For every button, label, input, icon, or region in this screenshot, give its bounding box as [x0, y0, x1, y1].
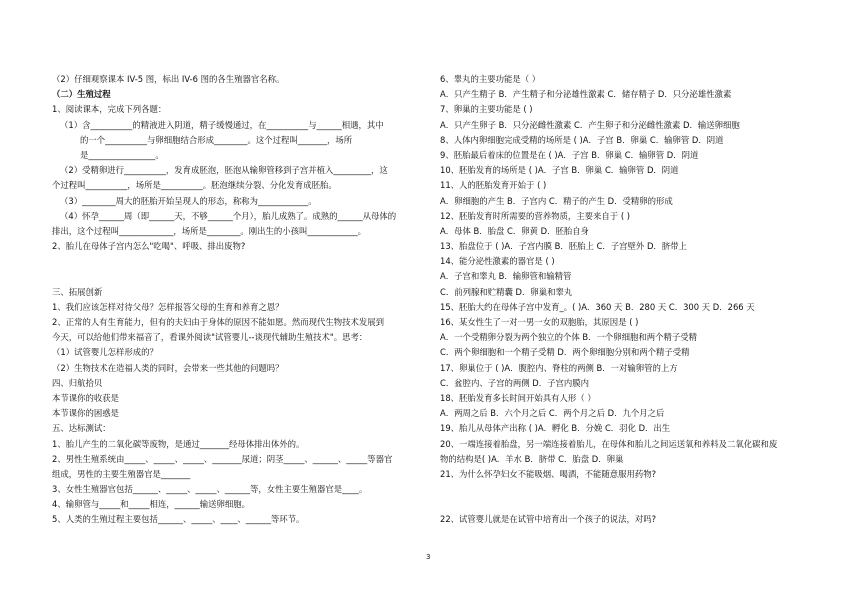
- text-line: A．一个受精卵分裂为两个独立的个体 B．一个卵细胞和两个精子受精: [440, 332, 698, 343]
- text-line: 组成，男性的主要生殖器官是_______: [52, 468, 191, 479]
- text-line: （2）生物技术在造福人类的同时，会带来一些其他的问题吗？: [52, 362, 284, 373]
- text-line: A．只产生精子 B．产生精子和分泌雄性激素 C．储存精子 D．只分泌雄性激素: [440, 89, 732, 100]
- text-line: （2）受精卵进行__________，发育成胚泡，胚泡从输卵管移到子宫并植入_________，这: [60, 165, 388, 176]
- left-column: [52, 72, 422, 528]
- text-line: A．两周之后 B．六个月之后 C．两个月之后 D．九个月之后: [440, 408, 665, 419]
- text-line: 2、胎儿在母体子宫内怎么"吃喝"、呼吸、排出废物?: [52, 241, 246, 252]
- text-line: 2、正常的人有生育能力，但有的夫妇由于身体的原因不能如愿。然而现代生物技术发展到: [52, 317, 384, 327]
- text-line: （3）________周大的胚胎开始呈现人的形态，称称为____________。: [60, 195, 317, 206]
- text-line: 6、睾丸的主要功能是（ ）: [440, 74, 541, 84]
- text-line: 7、卵巢的主要功能是 ( ): [440, 104, 533, 115]
- text-line: 四、归航拾贝: [52, 377, 103, 388]
- text-line: A．卵细胞的产生 B．子宫内 C．精子的产生 D．受精卵的形成: [440, 195, 673, 206]
- text-line: 是________________。: [80, 149, 164, 160]
- text-line: 本节课你的困惑是: [52, 408, 119, 419]
- page-number: 3: [426, 553, 431, 561]
- text-line: C．前列腺和贮精囊 D．卵巢和睾丸: [440, 286, 573, 297]
- text-line: 五、达标测试：: [52, 423, 111, 434]
- text-line: 11、人的胚胎发育开始于 ( ): [440, 180, 547, 191]
- text-line: A．子宫和睾丸 B．输卵管和输精管: [440, 271, 572, 282]
- text-line: 1、阅读课本，完成下列各题：: [52, 104, 167, 115]
- text-line: 18、胚胎发育多长时间开始具有人形（ ）: [440, 392, 596, 403]
- text-line: 本节课你的收获是: [52, 392, 119, 403]
- text-line: 2、男性生殖系统由_____、_____、_____、_______尿道；阴茎_____、______、_____等器官: [52, 453, 393, 464]
- right-column: [440, 72, 840, 528]
- text-line: 个过程叫__________，场所是__________。胚泡继续分裂、分化发育成胚胎。: [52, 180, 337, 191]
- blank-line: [52, 254, 422, 269]
- text-line: 排出，这个过程叫_____________，场所是________。刚出生的小孩叫____________。: [52, 225, 367, 236]
- text-line: （二）生殖过程: [52, 89, 111, 100]
- blank-line: [440, 482, 840, 497]
- text-line: 1、胎儿产生的二氧化碳等废物，是通过_______经母体排出体外的。: [52, 438, 305, 449]
- blank-line: [52, 269, 422, 284]
- text-line: （1）含__________的精液进入阴道，精子缓慢通过，在__________与______相遇，其中: [60, 119, 384, 130]
- text-line: （4）怀孕______周（即______天，不够______个月），胎儿成熟了。成熟的______从母体的: [60, 210, 397, 221]
- text-line: 3、女性生殖器官包括______、_____、_____、______等，女性主要生殖器官是____。: [52, 484, 368, 495]
- text-line: A．只产生卵子 B．只分泌雌性激素 C．产生卵子和分泌雌性激素 D．输送卵细胞: [440, 119, 740, 130]
- text-line: 三、拓展创新: [52, 286, 103, 297]
- text-line: （1）试管婴儿怎样形成的？: [52, 347, 158, 358]
- text-line: 4、输卵管与_____和_____相连，______输送卵细胞。: [52, 499, 250, 510]
- text-line: 12、胚胎发育时所需要的营养物质，主要来自于 ( ): [440, 210, 631, 221]
- text-line: 5、人类的生殖过程主要包括______、_____、____、______等环节。: [52, 514, 305, 525]
- text-line: 17、卵巢位于 ( )A．腹腔内、脊柱的两侧 B．一对输卵管的上方: [440, 362, 678, 373]
- text-line: 14、能分泌性激素的器官是 ( ): [440, 256, 555, 267]
- text-line: 的一个__________与卵细胞结合形成________。这个过程叫_______，场所: [80, 134, 353, 145]
- text-line: 16、某女性生了一对一男一女的双胞胎，其原因是 ( ): [440, 317, 639, 327]
- text-line: 20、一端连接着胎盘，另一端连接着胎儿，在母体和胎儿之间运送氧和养料及二氧化碳和废: [440, 438, 778, 449]
- text-line: A．母体 B．胎盘 C．卵黄 D．胚胎自身: [440, 225, 590, 236]
- text-line: C．两个卵细胞和一个精子受精 D．两个卵细胞分别和两个精子受精: [440, 347, 690, 358]
- text-line: 今天，可以给他们带来福音了，看课外阅读"试管婴儿--谈现代辅助生殖技术"。思考：: [52, 332, 368, 343]
- text-line: 1、我们应该怎样对待父母？怎样报答父母的生育和养育之恩？: [52, 301, 284, 312]
- text-line: （2）仔细观察课本 IV-5 图，标出 IV-6 图的各生殖器官名称。: [52, 74, 285, 84]
- text-line: 15、胚胎大约在母体子宫中发育_。( )A．360 天 B．280 天 C．300 天 D．266 天: [440, 301, 755, 312]
- text-line: C．盆腔内、子宫的两侧 D．子宫内膜内: [440, 377, 589, 388]
- text-line: 10、胚胎发育的场所是 ( )A．子宫 B．卵巢 C．输卵管 D．阴道: [440, 165, 679, 176]
- text-line: 8、人体内卵细胞完成受精的场所是 ( )A．子宫 B．卵巢 C．输卵管 D．阴道: [440, 134, 724, 145]
- blank-line: [440, 497, 840, 512]
- text-line: 19、胎儿从母体产出称 ( )A．孵化 B．分娩 C．羽化 D．出生: [440, 423, 671, 434]
- text-line: 物的结构是( )A．羊水 B．脐带 C．胎盘 D．卵巢: [440, 453, 624, 464]
- text-line: 21、为什么怀孕妇女不能吸烟、喝酒，不能随意服用药物?: [440, 468, 657, 479]
- text-line: 22、试管婴儿就是在试管中培育出一个孩子的说法，对吗?: [440, 514, 657, 525]
- text-line: 13、胎盘位于 ( )A．子宫内膜 B．胚胎上 C．子宫壁外 D．脐带上: [440, 241, 687, 252]
- text-line: 9、胚胎最后着床的位置是在 ( )A．子宫 B．卵巢 C．输卵管 D．阴道: [440, 149, 699, 160]
